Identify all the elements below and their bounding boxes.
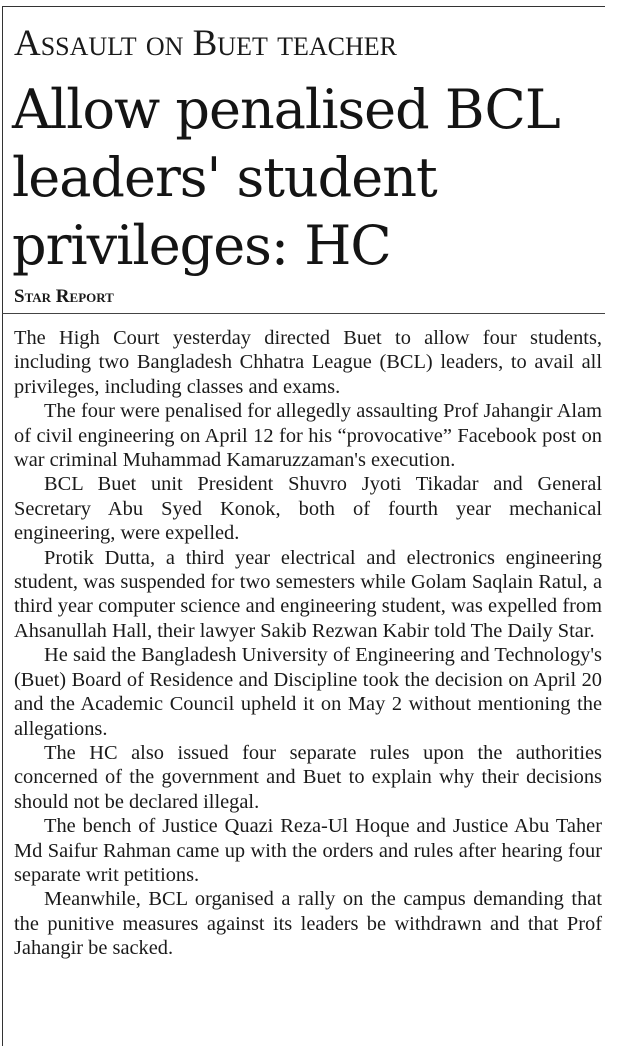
byline-divider bbox=[2, 313, 605, 314]
article-paragraph: BCL Buet unit President Shuvro Jyoti Tikadar and General Secretary Abu Syed Konok, both of fourth year mechanical engineering, were expelled. bbox=[14, 473, 602, 545]
article-byline: Star Report bbox=[14, 286, 114, 307]
article-paragraph: The four were penalised for allegedly assaulting Prof Jahangir Alam of civil engineering on April 12 for his “provocative” Facebook post on war criminal Muhammad Kamaruzzaman's execution. bbox=[14, 400, 602, 472]
article-paragraph: Meanwhile, BCL organised a rally on the campus demanding that the punitive measures against its leaders be withdrawn and that Prof Jahangir be sacked. bbox=[14, 888, 602, 960]
article-body bbox=[14, 326, 602, 961]
article-kicker: Assault on Buet teacher bbox=[14, 23, 397, 64]
article-paragraph: He said the Bangladesh University of Engineering and Technology's (Buet) Board of Residence and Discipline took the decision on April 20 and the Academic Council upheld it on May 2 without mentioning the allegations. bbox=[14, 644, 602, 740]
article-paragraph: The bench of Justice Quazi Reza-Ul Hoque and Justice Abu Taher Md Saifur Rahman came up with the orders and rules after hearing four separate writ petitions. bbox=[14, 815, 602, 886]
article-paragraph: The High Court yesterday directed Buet to allow four students, including two Bangladesh Chhatra League (BCL) leaders, to avail all privileges, including classes and exams. bbox=[14, 327, 602, 398]
article-paragraph: Protik Dutta, a third year electrical and electronics engineering student, was suspended for two semesters while Golam Saqlain Ratul, a third year computer science and engineering student, was expelled from Ahsanullah Hall, their lawyer Sakib Rezwan Kabir told The Daily Star. bbox=[14, 546, 602, 642]
article-headline: Allow penalised BCL leaders' student privileges: HC bbox=[12, 78, 560, 277]
article-paragraph: The HC also issued four separate rules upon the authorities concerned of the government and Buet to explain why their decisions should not be declared illegal. bbox=[14, 741, 602, 813]
